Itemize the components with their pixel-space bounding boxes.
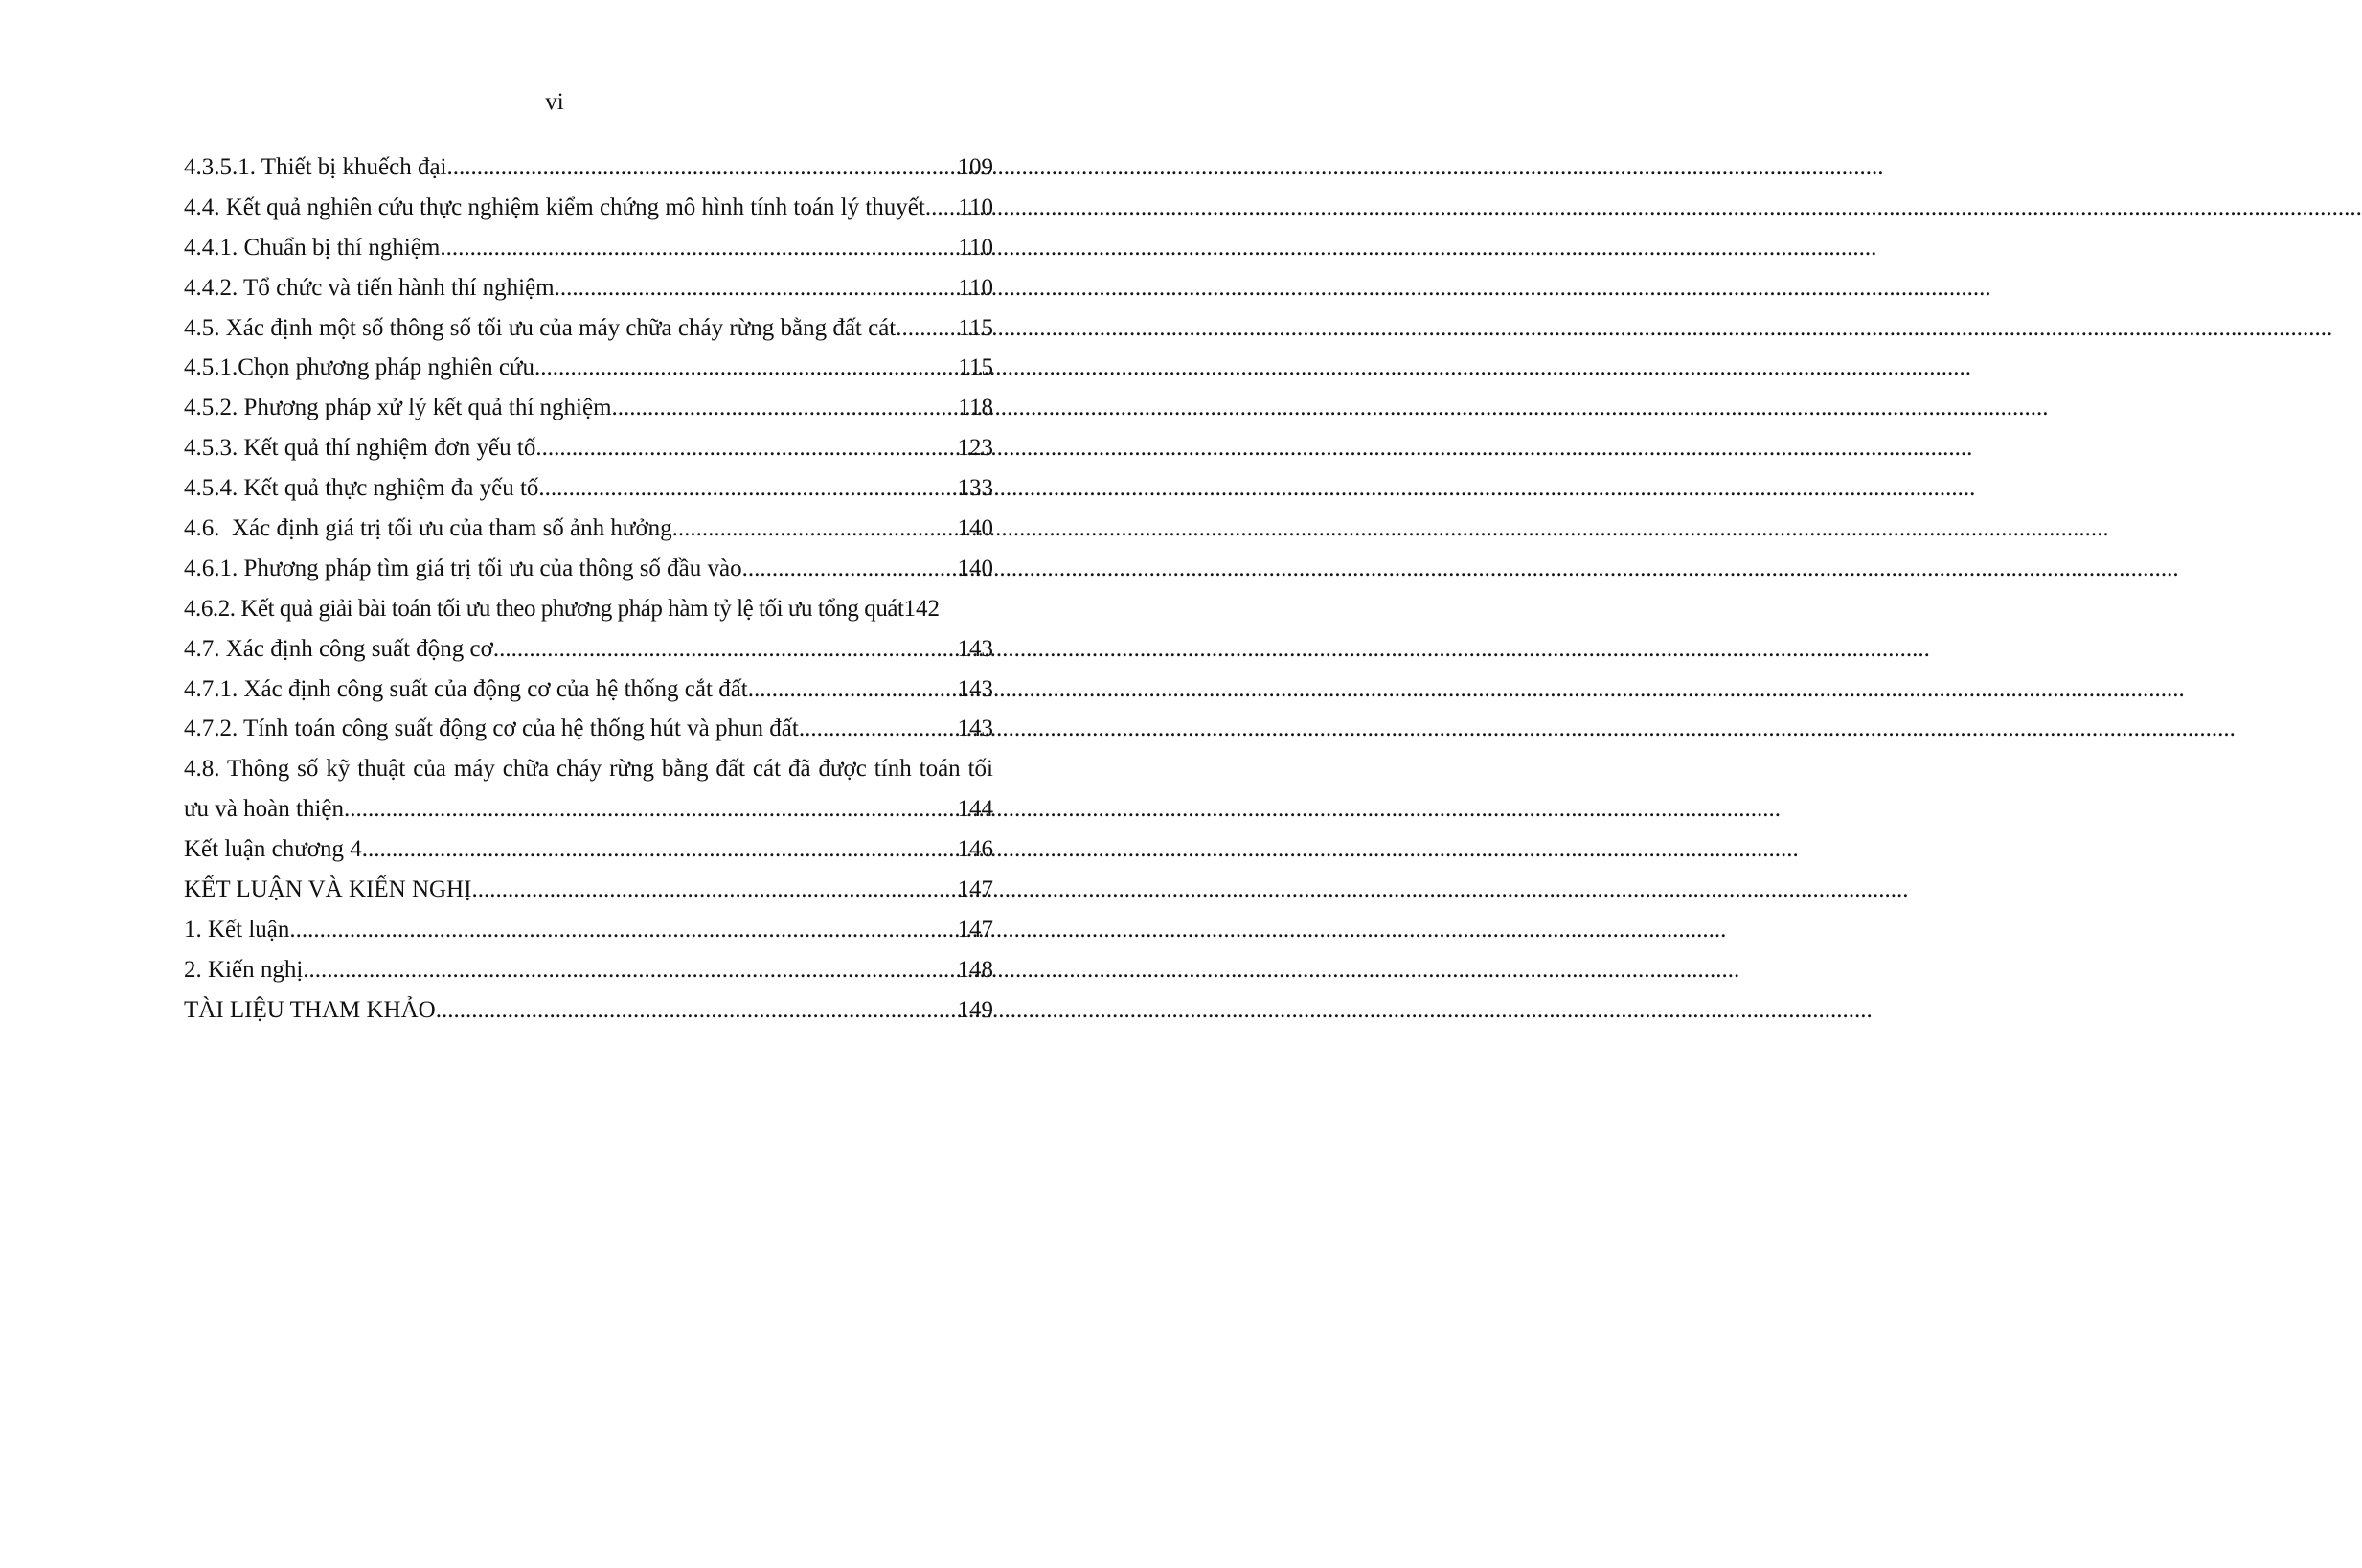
- toc-leader: [447, 148, 958, 188]
- toc-entry-page: 140: [957, 515, 993, 542]
- toc-entry[interactable]: [184, 388, 993, 428]
- toc-entry-page: 110: [958, 234, 993, 261]
- toc-entry-page: 118: [958, 395, 993, 421]
- toc-entry[interactable]: [184, 629, 993, 670]
- toc-entry[interactable]: [184, 268, 993, 308]
- toc-entry[interactable]: [184, 789, 993, 829]
- toc-entry-page: 110: [958, 193, 993, 220]
- toc-leader: [534, 348, 958, 388]
- toc-entry[interactable]: [184, 509, 993, 549]
- toc-entry[interactable]: [184, 829, 993, 870]
- toc-entry-title: 4.5.4. Kết quả thực nghiệm đa yếu tố: [184, 475, 539, 502]
- toc-leader: [436, 990, 958, 1031]
- toc-entry-page: 144: [957, 796, 993, 823]
- toc-entry[interactable]: [184, 228, 993, 268]
- toc-entry[interactable]: [184, 308, 993, 349]
- toc-entry-title: 4.5.3. Kết quả thí nghiệm đơn yếu tố: [184, 435, 536, 462]
- toc-leader: [896, 308, 958, 349]
- toc-entry-page: 109: [957, 154, 993, 180]
- toc-entry-title: TÀI LIỆU THAM KHẢO: [184, 996, 436, 1023]
- toc-entry-title: 4.7.2. Tính toán công suất động cơ của hệ thống hút và phun đất: [184, 716, 799, 742]
- toc-entry[interactable]: [184, 950, 993, 990]
- toc-entry-title: 4.5. Xác định một số thông số tối ưu của máy chữa cháy rừng bằng đất cát: [184, 314, 897, 341]
- toc-entry-page: 142: [903, 595, 941, 622]
- toc-leader: [538, 468, 957, 509]
- toc-leader: [742, 549, 958, 589]
- toc-entry-title: KẾT LUẬN VÀ KIẾN NGHỊ: [184, 876, 472, 903]
- toc-entry[interactable]: [184, 709, 993, 749]
- toc-entry-title: 4.5.1.Chọn phương pháp nghiên cứu: [184, 354, 534, 381]
- toc-leader: [748, 670, 958, 710]
- toc-entry-title: 2. Kiến nghị: [184, 956, 304, 983]
- toc-entry[interactable]: [184, 428, 993, 468]
- toc-entry[interactable]: [184, 910, 993, 950]
- toc-entry-page: 115: [958, 314, 993, 341]
- toc-entry-wrapped[interactable]: [184, 749, 993, 789]
- toc-entry-title: 4.6.2. Kết quả giải bài toán tối ưu theo phương pháp hàm tỷ lệ tối ưu tổng quát: [184, 595, 904, 622]
- toc-entry[interactable]: [184, 348, 993, 388]
- toc-leader: [555, 268, 959, 308]
- toc-entry-title: 4.3.5.1. Thiết bị khuếch đại: [184, 154, 447, 180]
- toc-entry-page: 147: [957, 876, 993, 903]
- toc-entry-title: 1. Kết luận: [184, 916, 290, 943]
- toc-entry-title: 4.7. Xác định công suất động cơ: [184, 635, 493, 662]
- toc-entry[interactable]: [184, 148, 993, 188]
- toc-entry-title: 4.7.1. Xác định công suất của động cơ của hệ thống cắt đất: [184, 675, 748, 702]
- toc-entry-title: ưu và hoàn thiện: [184, 796, 344, 823]
- toc-leader: [362, 829, 958, 870]
- toc-entry[interactable]: [184, 670, 993, 710]
- page-number: vi: [545, 89, 564, 115]
- toc-entry-title: 4.4.2. Tổ chức và tiến hành thí nghiệm: [184, 274, 555, 301]
- toc-entry[interactable]: [184, 549, 993, 589]
- toc-leader: [799, 709, 958, 749]
- toc-entry[interactable]: [184, 188, 993, 228]
- toc-entry[interactable]: [184, 870, 993, 910]
- toc-entry-page: 140: [957, 555, 993, 581]
- toc-entry-page: 110: [958, 274, 993, 301]
- toc-entry-page: 147: [957, 916, 993, 943]
- toc-entry-title: 4.4.1. Chuẩn bị thí nghiệm: [184, 234, 441, 261]
- toc-leader: [471, 870, 957, 910]
- toc-entry-title: 4.4. Kết quả nghiên cứu thực nghiệm kiểm chứng mô hình tính toán lý thuyết: [184, 193, 925, 220]
- toc-leader: [344, 789, 958, 829]
- toc-entry-title: Kết luận chương 4: [184, 836, 362, 863]
- toc-entry-page: 143: [957, 635, 993, 662]
- toc-entry-title: 4.6. Xác định giá trị tối ưu của tham số ảnh hưởng: [184, 515, 672, 542]
- toc-entry[interactable]: [184, 589, 993, 629]
- toc-leader: [535, 428, 957, 468]
- toc-leader: [672, 509, 958, 549]
- toc-entry-page: 115: [958, 354, 993, 381]
- toc-entry-page: 143: [957, 675, 993, 702]
- toc-entry-page: 133: [957, 475, 993, 502]
- toc-entry[interactable]: [184, 468, 993, 509]
- toc-entry-title: 4.6.1. Phương pháp tìm giá trị tối ưu của thông số đầu vào: [184, 555, 742, 581]
- toc-leader: [493, 629, 958, 670]
- toc-entry[interactable]: [184, 990, 993, 1031]
- toc-entry-page: 148: [957, 956, 993, 983]
- toc-entry-page: 149: [957, 996, 993, 1023]
- toc-entry-page: 123: [957, 435, 993, 462]
- toc-leader: [303, 950, 957, 990]
- toc-leader: [612, 388, 959, 428]
- toc-leader: [440, 228, 958, 268]
- table-of-contents: [184, 148, 993, 1031]
- toc-leader: [925, 188, 959, 228]
- toc-entry-page: 146: [957, 836, 993, 863]
- toc-leader: [289, 910, 957, 950]
- toc-entry-title: 4.8. Thông số kỹ thuật của máy chữa cháy rừng bằng đất cát đã được tính toán tối: [184, 756, 993, 783]
- toc-entry-title: 4.5.2. Phương pháp xử lý kết quả thí nghiệm: [184, 395, 612, 421]
- toc-entry-page: 143: [957, 716, 993, 742]
